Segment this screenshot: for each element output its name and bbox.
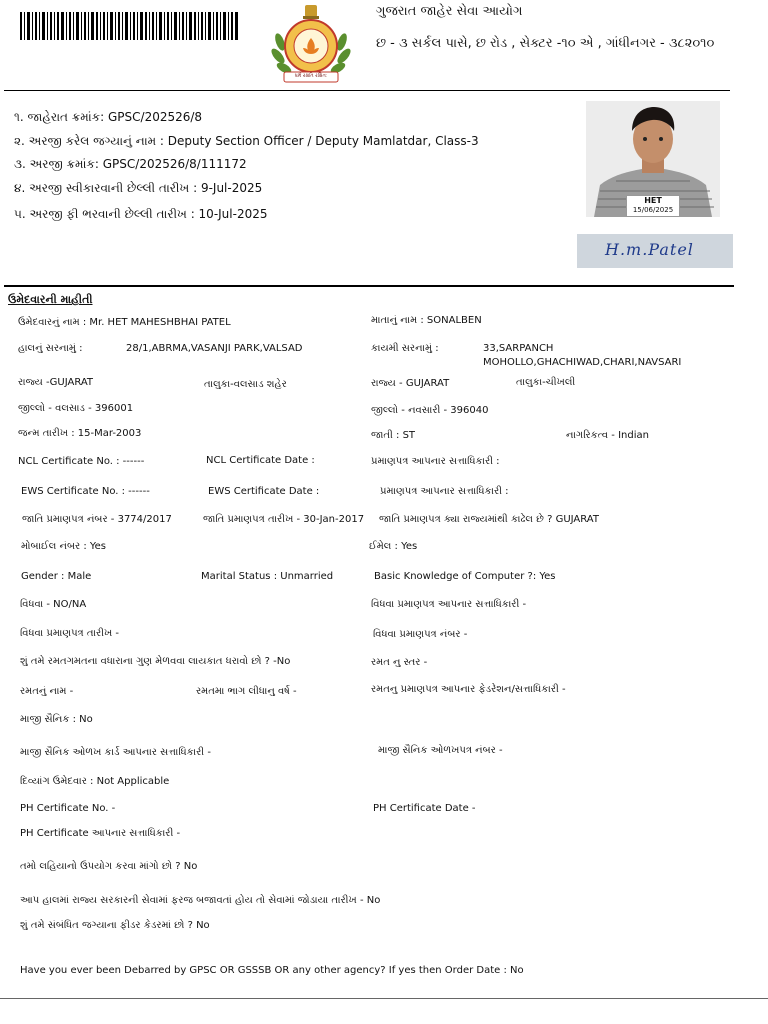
- candidate-photo: [586, 101, 720, 217]
- advt-no: ૧. જાહેરાત ક્રમાંક: GPSC/202526/8: [14, 110, 203, 124]
- computer-knowledge: Basic Knowledge of Computer ?: Yes: [374, 571, 556, 582]
- caste: જાતી : ST: [371, 430, 416, 441]
- ews-cert-no: EWS Certificate No. : ------: [21, 486, 150, 497]
- candidate-signature: [577, 234, 733, 268]
- ncl-cert-date: NCL Certificate Date :: [206, 455, 315, 466]
- barcode: [20, 12, 238, 40]
- widow: વિધવા - NO/NA: [20, 599, 87, 610]
- emblem-ribbon-text: ધર્મ રક્ષતિ રક્ષિતઃ: [294, 73, 328, 79]
- post-name: ૨. અરજી કરેલ જગ્યાનું નામ : Deputy Section Officer / Deputy Mamlatdar, Class-3: [14, 134, 479, 148]
- marital-status: Marital Status : Unmarried: [201, 571, 334, 582]
- header-divider: [4, 90, 730, 91]
- ph-cert-no: PH Certificate No. -: [20, 803, 116, 814]
- ex-servicemen: માજી સૈનિક : No: [20, 714, 93, 725]
- mobile: મોબાઈલ નંબર : Yes: [21, 541, 107, 552]
- permanent-address-line1: 33,SARPANCH: [483, 343, 554, 354]
- photo-date-tag: 15/06/2025: [632, 206, 674, 214]
- signature-text: H.m.Patel: [605, 240, 694, 259]
- caste-cert-state: જાતિ પ્રમાણપત્ર ક્યા રાજ્યમાંથી કાઢેલ છે ? GUJARAT: [379, 514, 599, 525]
- sport-name: રમતનું નામ -: [20, 686, 74, 697]
- govt-service-question: આપ હાલમાં રાજ્ય સરકારની સેવામાં ફરજ બજાવતાં હોય તો સેવામાં જોડાયા તારીખ - No: [20, 895, 381, 906]
- sport-level: રમત નુ સ્તર -: [371, 657, 428, 668]
- application-no: ૩. અરજી ક્રમાંક: GPSC/202526/8/111172: [14, 157, 247, 171]
- district-permanent: જીલ્લો - નવસારી - 396040: [371, 405, 489, 416]
- last-date-accept: ૪. અરજી સ્વીકારવાની છેલ્લી તારીખ : 9-Jul-2025: [14, 181, 263, 195]
- ex-servicemen-card-no: માજી સૈનિક ઓળખપત્ર નંબર -: [378, 745, 503, 756]
- state-permanent: રાજ્ય - GUJARAT: [371, 378, 450, 389]
- widow-cert-date: વિધવા પ્રમાણપત્ર તારીખ -: [20, 628, 120, 639]
- org-name: ગુજરાત જાહેર સેવા આયોગ: [376, 4, 523, 19]
- mother-name: માતાનું નામ : SONALBEN: [371, 315, 482, 326]
- footer-divider: [0, 998, 768, 999]
- caste-cert-no: જાતિ પ્રમાણપત્ર નંબર - 3774/2017: [22, 514, 172, 525]
- ph-cert-authority: PH Certificate આપનાર સત્તાધિકારી -: [20, 828, 181, 839]
- nationality: નાગરિકત્વ - Indian: [566, 430, 649, 441]
- photo-name-tag: HET: [644, 196, 662, 205]
- debarred-question: Have you ever been Debarred by GPSC OR GSSSB OR any other agency? If yes then Order Date : No: [20, 965, 524, 976]
- caste-cert-date: જાતિ પ્રમાણપત્ર તારીખ - 30-Jan-2017: [203, 514, 365, 525]
- last-date-fee: ૫. અરજી ફી ભરવાની છેલ્લી તારીખ : 10-Jul-2025: [14, 207, 268, 221]
- photo-tag: [626, 195, 680, 217]
- state-current: રાજ્ય -GUJARAT: [18, 377, 94, 388]
- current-address-label: હાલનું સરનામું :: [18, 343, 83, 354]
- sport-cert-authority: રમતનુ પ્રમાણપત્ર આપનાર ફેડરેશન/સત્તાધિકારી -: [371, 684, 566, 695]
- scribe-question: તમો લહિયાનો ઉપયોગ કરવા માંગો છો ? No: [20, 861, 198, 872]
- email: ઈમેલ : Yes: [369, 541, 418, 552]
- taluka-current: તાલુકા-વલસાડ શહેર: [204, 379, 287, 390]
- current-address: 28/1,ABRMA,VASANJI PARK,VALSAD: [126, 343, 303, 354]
- ews-cert-date: EWS Certificate Date :: [208, 486, 320, 497]
- district-current: જીલ્લો - વલસાડ - 396001: [18, 403, 134, 414]
- widow-cert-no: વિધવા પ્રમાણપત્ર નંબર -: [373, 629, 468, 640]
- feeder-cadre-question: શું તમે સંબંધિત જગ્યાના ફીડર કેડરમાં છો ? No: [20, 920, 210, 931]
- org-address: છ - ૩ સર્કલ પાસે, છ રોડ , સેક્ટર -૧૦ એ , ગાંધીનગર - ૩૮૨૦૧૦: [376, 36, 715, 51]
- permanent-address-line2: MOHOLLO,GHACHIWAD,CHARI,NAVSARI: [483, 357, 682, 368]
- candidate-name: ઉમેદવારનું નામ : Mr. HET MAHESHBHAI PATEL: [18, 317, 231, 328]
- ews-cert-authority: પ્રમાણપત્ર આપનાર સત્તાધિકારી :: [380, 486, 509, 497]
- ncl-cert-authority: પ્રમાણપત્ર આપનાર સત્તાધિકારી :: [371, 456, 500, 467]
- sports-question: શું તમે રમતગમતના વધારાના ગુણ મેળવવા લાયકાત ધરાવો છો ? -No: [20, 656, 291, 667]
- widow-cert-authority: વિધવા પ્રમાણપત્ર આપનાર સત્તાધિકારી -: [371, 599, 527, 610]
- ncl-cert-no: NCL Certificate No. : ------: [18, 456, 145, 467]
- disability: દિવ્યાંગ ઉમેદવાર : Not Applicable: [20, 776, 170, 787]
- section-divider: [4, 285, 734, 287]
- ex-servicemen-authority: માજી સૈનિક ઓળખ કાર્ડ આપનાર સત્તાધિકારી -: [20, 747, 211, 758]
- gender: Gender : Male: [21, 571, 92, 582]
- date-of-birth: જન્મ તારીખ : 15-Mar-2003: [18, 428, 142, 439]
- permanent-address-label: કાયમી સરનામું :: [371, 343, 439, 354]
- taluka-permanent: તાલુકા-ચીખલી: [516, 377, 576, 388]
- section-title: ઉમેદવારની માહીતી: [8, 293, 93, 306]
- ph-cert-date: PH Certificate Date -: [373, 803, 476, 814]
- sport-year: રમતમા ભાગ લીધાનુ વર્ષ -: [196, 686, 297, 697]
